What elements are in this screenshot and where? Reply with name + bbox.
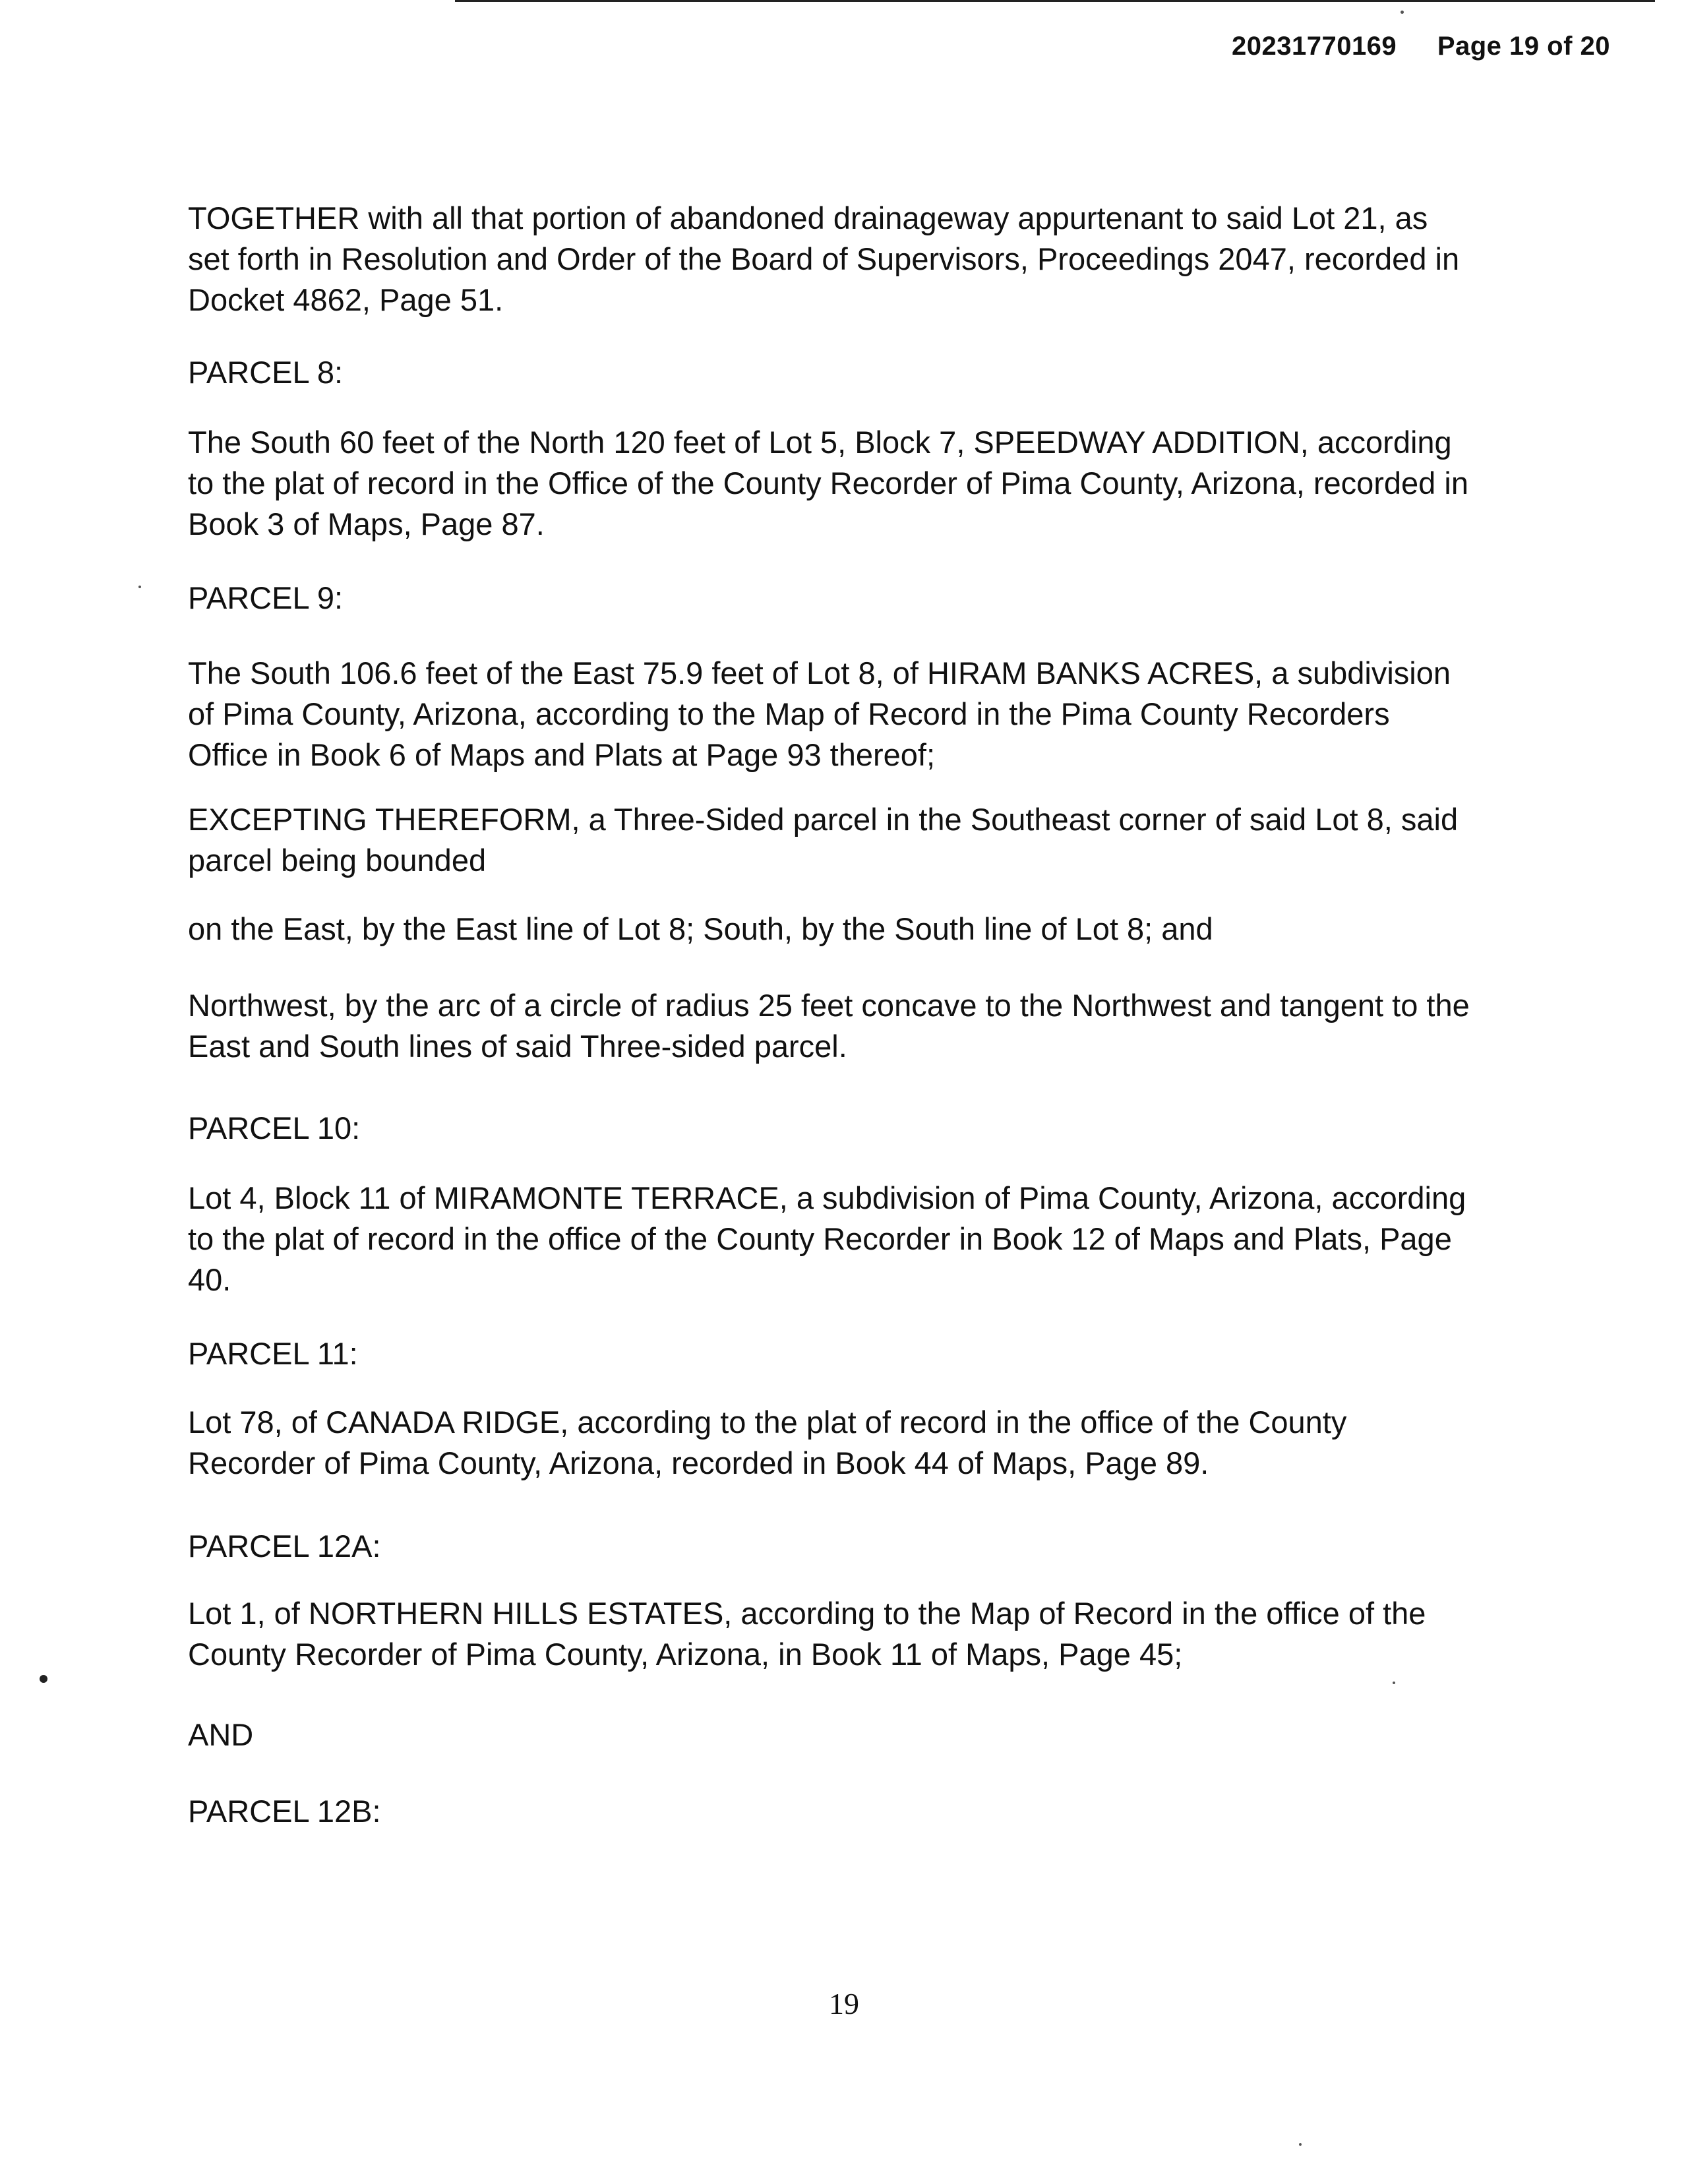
page-header bbox=[1232, 32, 1610, 61]
east-line-paragraph: on the East, by the East line of Lot 8; South, by the South line of Lot 8; and bbox=[188, 911, 1213, 946]
parcel-8-heading: PARCEL 8: bbox=[188, 355, 344, 390]
northwest-paragraph: Northwest, by the arc of a circle of radius 25 feet concave to the Northwest and tangent to the East and South lines of said Three-sided parcel. bbox=[188, 988, 1470, 1064]
parcel-9-heading: PARCEL 9: bbox=[188, 580, 344, 615]
parcel-12b-heading: PARCEL 12B: bbox=[188, 1794, 381, 1829]
document-number: 20231770169 bbox=[1231, 32, 1397, 61]
parcel-11-heading: PARCEL 11: bbox=[188, 1336, 358, 1371]
scan-speck bbox=[1393, 1682, 1395, 1684]
parcel-10-text: Lot 4, Block 11 of MIRAMONTE TERRACE, a subdivision of Pima County, Arizona, according to the plat of record in the office of the County Recorder in Book 12 of Maps and Plats, Page 40. bbox=[188, 1180, 1466, 1297]
parcel-12a-heading: PARCEL 12A: bbox=[188, 1529, 381, 1563]
scan-speck bbox=[1299, 2143, 1302, 2146]
parcel-12a-text: Lot 1, of NORTHERN HILLS ESTATES, according to the Map of Record in the office of the County Recorder of Pima County, Arizona, in Book 11 of Maps, Page 45; bbox=[188, 1596, 1426, 1672]
scan-speck bbox=[1401, 11, 1404, 14]
page-number: 19 bbox=[829, 1987, 859, 2020]
parcel-10-heading: PARCEL 10: bbox=[188, 1110, 361, 1145]
parcel-8-text: The South 60 feet of the North 120 feet of Lot 5, Block 7, SPEEDWAY ADDITION, according to the plat of record in the Office of the County Recorder of Pima County, Arizona, recorded in Book 3 of Maps, Page 87. bbox=[188, 425, 1468, 541]
parcel-9-text: The South 106.6 feet of the East 75.9 feet of Lot 8, of HIRAM BANKS ACRES, a subdivision of Pima County, Arizona, according to the Map of Record in the Pima County Recorders Office in Book 6 of Maps and Plats at Page 93 thereof; bbox=[188, 655, 1451, 772]
top-rule bbox=[455, 0, 1655, 2]
scan-speck bbox=[40, 1675, 47, 1683]
page-label: Page 19 of 20 bbox=[1437, 32, 1610, 61]
parcel-11-text: Lot 78, of CANADA RIDGE, according to the plat of record in the office of the County Recorder of Pima County, Arizona, recorded in Book 44 of Maps, Page 89. bbox=[188, 1405, 1347, 1480]
and-text: AND bbox=[188, 1717, 254, 1752]
scan-speck bbox=[138, 586, 141, 588]
excepting-paragraph: EXCEPTING THEREFORM, a Three-Sided parcel in the Southeast corner of said Lot 8, said parcel being bounded bbox=[188, 802, 1459, 878]
together-paragraph: TOGETHER with all that portion of abandoned drainageway appurtenant to said Lot 21, as set forth in Resolution and Order of the Board of Supervisors, Proceedings 2047, recorded in Docket 4862, Page 51. bbox=[188, 200, 1460, 317]
